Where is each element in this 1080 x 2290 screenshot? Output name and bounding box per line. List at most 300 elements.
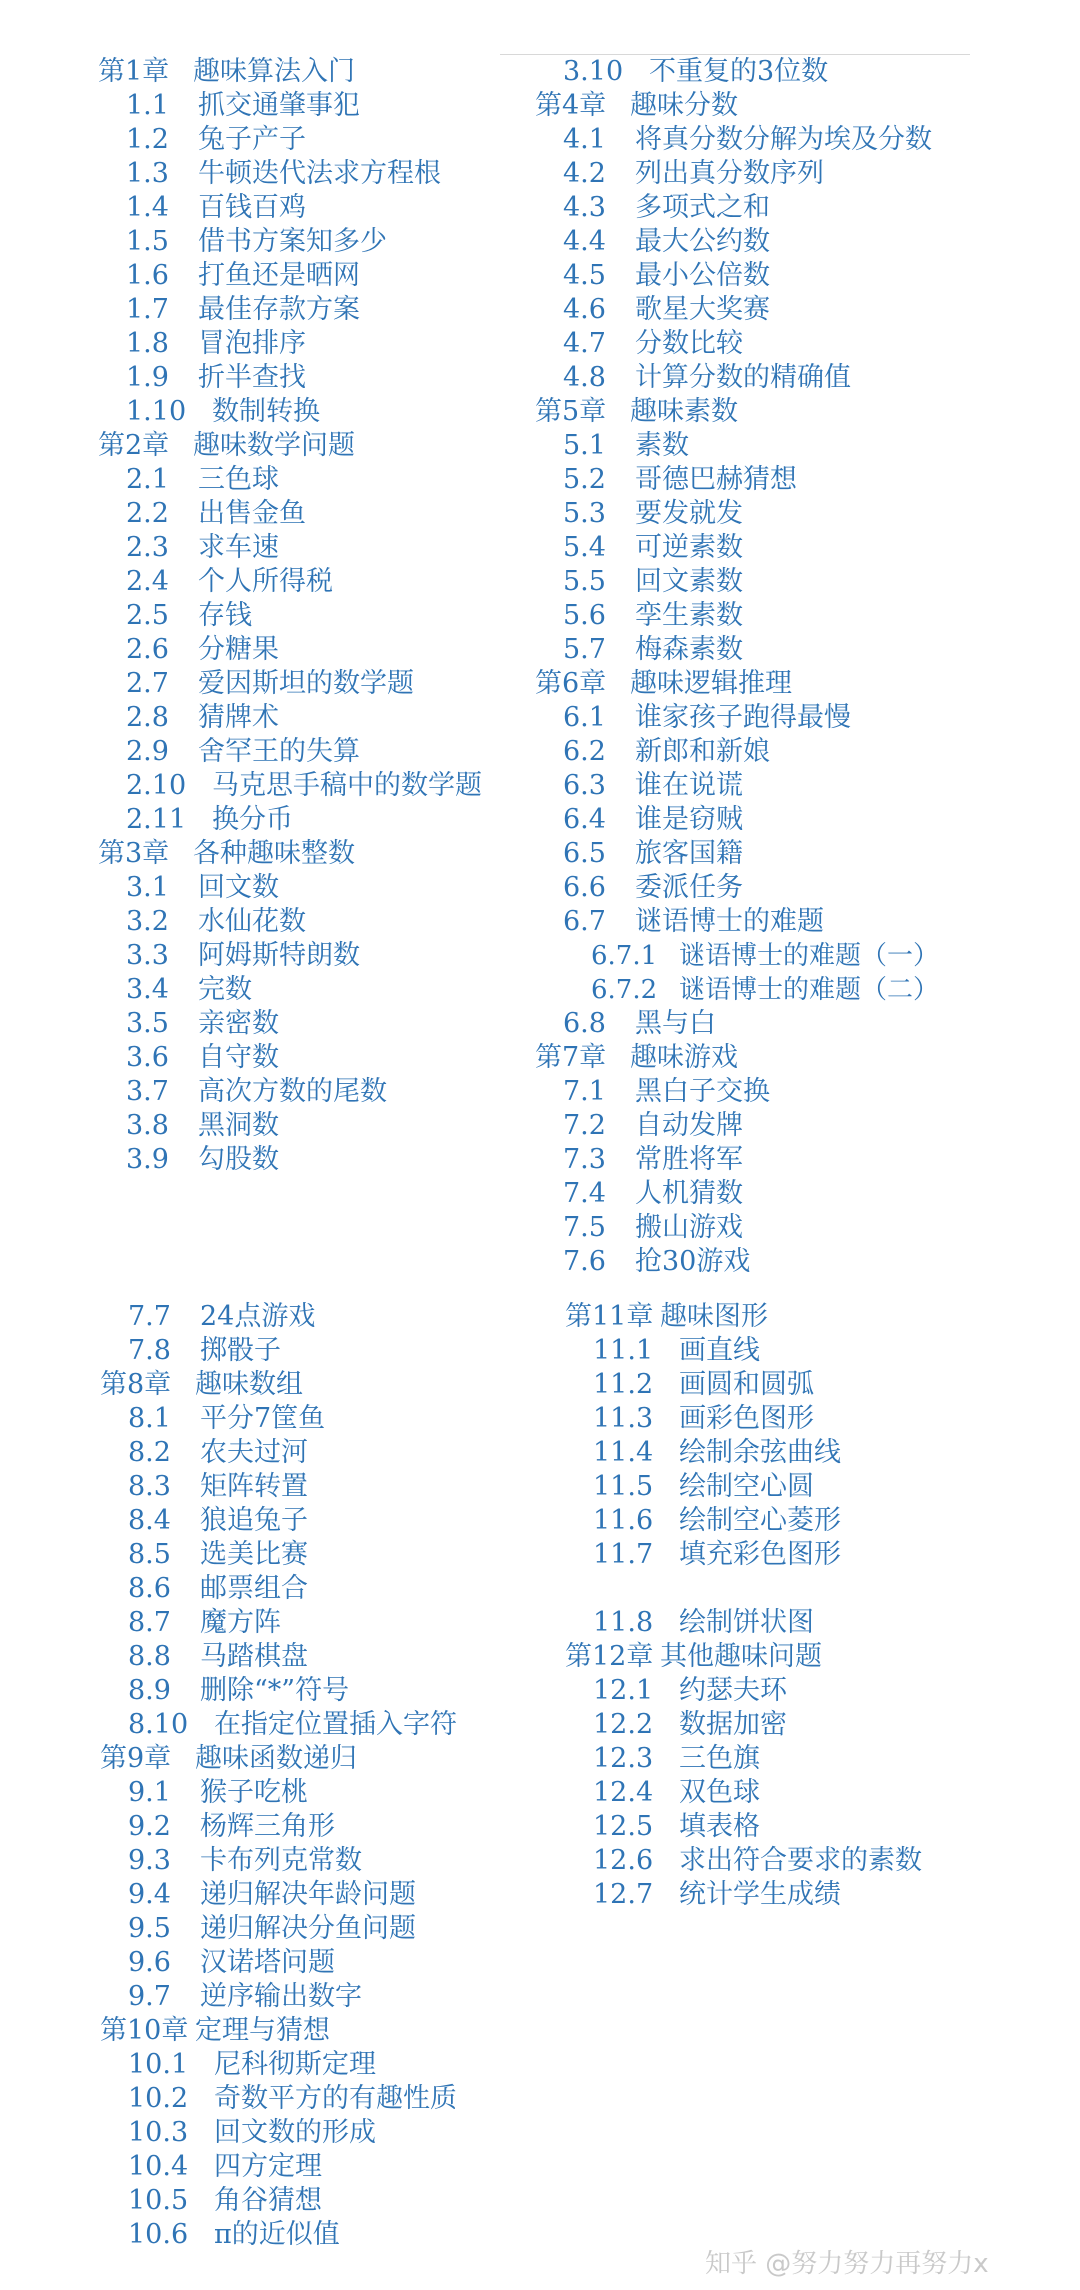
toc-number: 4.1 bbox=[563, 124, 606, 155]
toc-title: 趣味游戏 bbox=[630, 1042, 738, 1073]
toc-number: 8.5 bbox=[128, 1539, 171, 1570]
toc-title: 打鱼还是晒网 bbox=[198, 260, 360, 291]
toc-title: 列出真分数序列 bbox=[635, 158, 824, 189]
toc-title: 舍罕王的失算 bbox=[198, 736, 360, 767]
toc-entry bbox=[535, 191, 1065, 225]
toc-number: 5.7 bbox=[563, 634, 606, 665]
toc-number: 9.4 bbox=[128, 1879, 171, 1910]
toc-entry bbox=[100, 2116, 540, 2150]
toc-title: 矩阵转置 bbox=[200, 1471, 308, 1502]
toc-title: 魔方阵 bbox=[200, 1607, 281, 1638]
toc-number: 10.4 bbox=[128, 2151, 189, 2182]
toc-title: 谁是窃贼 bbox=[635, 804, 743, 835]
toc-title: 最大公约数 bbox=[635, 226, 770, 257]
toc-number: 第12章 bbox=[565, 1641, 654, 1672]
toc-number: 9.1 bbox=[128, 1777, 171, 1808]
toc-entry bbox=[535, 123, 1065, 157]
toc-entry bbox=[98, 531, 498, 565]
toc-title: 猜牌术 bbox=[198, 702, 279, 733]
toc-title: 掷骰子 bbox=[200, 1335, 281, 1366]
toc-title: 定理与猜想 bbox=[195, 2015, 330, 2046]
toc-entry bbox=[100, 1776, 540, 1810]
toc-entry bbox=[535, 1109, 1065, 1143]
toc-number: 4.3 bbox=[563, 192, 606, 223]
toc-number: 1.3 bbox=[126, 158, 169, 189]
toc-title: 卡布列克常数 bbox=[200, 1845, 362, 1876]
toc-number: 8.1 bbox=[128, 1403, 171, 1434]
toc-number: 7.4 bbox=[563, 1178, 606, 1209]
toc-title: 统计学生成绩 bbox=[679, 1879, 841, 1910]
toc-number: 12.3 bbox=[593, 1743, 654, 1774]
toc-title: 牛顿迭代法求方程根 bbox=[198, 158, 441, 189]
toc-number: 8.7 bbox=[128, 1607, 171, 1638]
toc-number: 第5章 bbox=[535, 396, 607, 427]
toc-entry bbox=[100, 1708, 540, 1742]
toc-number: 9.7 bbox=[128, 1981, 171, 2012]
toc-number: 6.4 bbox=[563, 804, 606, 835]
toc-entry bbox=[98, 701, 498, 735]
toc-title: 绘制余弦曲线 bbox=[679, 1437, 841, 1468]
toc-entry bbox=[98, 1075, 498, 1109]
toc-title: 填表格 bbox=[679, 1811, 760, 1842]
toc-title: 选美比赛 bbox=[200, 1539, 308, 1570]
toc-title: 画彩色图形 bbox=[679, 1403, 814, 1434]
toc-chapter-heading bbox=[98, 429, 498, 463]
toc-number: 6.3 bbox=[563, 770, 606, 801]
toc-number: 8.8 bbox=[128, 1641, 171, 1672]
toc-title: 双色球 bbox=[679, 1777, 760, 1808]
toc-title: 冒泡排序 bbox=[198, 328, 306, 359]
toc-number: 3.10 bbox=[563, 56, 624, 87]
toc-entry bbox=[98, 463, 498, 497]
toc-number: 11.8 bbox=[593, 1607, 654, 1638]
toc-number: 1.2 bbox=[126, 124, 169, 155]
toc-number: 3.5 bbox=[126, 1008, 169, 1039]
toc-entry bbox=[98, 327, 498, 361]
toc-title: 趣味数学问题 bbox=[193, 430, 355, 461]
toc-number: 5.5 bbox=[563, 566, 606, 597]
toc-entry bbox=[535, 497, 1065, 531]
toc-entry bbox=[100, 1402, 540, 1436]
toc-title: 最佳存款方案 bbox=[198, 294, 360, 325]
toc-entry bbox=[98, 361, 498, 395]
toc-title: 旅客国籍 bbox=[635, 838, 743, 869]
toc-title: 尼科彻斯定理 bbox=[214, 2049, 376, 2080]
toc-number: 6.7.1 bbox=[591, 941, 658, 971]
toc-chapter-heading bbox=[535, 89, 1065, 123]
toc-column-right-bottom bbox=[565, 1300, 1065, 1912]
toc-title: 委派任务 bbox=[635, 872, 743, 903]
toc-entry bbox=[98, 89, 498, 123]
toc-title: 猴子吃桃 bbox=[200, 1777, 308, 1808]
toc-title: 要发就发 bbox=[635, 498, 743, 529]
toc-entry bbox=[100, 1572, 540, 1606]
toc-number: 11.5 bbox=[593, 1471, 654, 1502]
toc-entry bbox=[98, 735, 498, 769]
toc-number: 5.6 bbox=[563, 600, 606, 631]
toc-number: 第3章 bbox=[98, 838, 170, 869]
toc-entry bbox=[100, 2218, 540, 2252]
toc-entry bbox=[98, 1109, 498, 1143]
toc-title: 分糖果 bbox=[198, 634, 279, 665]
toc-title: 马克思手稿中的数学题 bbox=[212, 770, 482, 801]
toc-entry bbox=[98, 803, 498, 837]
toc-title: 梅森素数 bbox=[635, 634, 743, 665]
toc-title: 谁在说谎 bbox=[635, 770, 743, 801]
toc-title: 自守数 bbox=[198, 1042, 279, 1073]
toc-title: 借书方案知多少 bbox=[198, 226, 387, 257]
toc-number: 2.5 bbox=[126, 600, 169, 631]
toc-number: 第9章 bbox=[100, 1743, 172, 1774]
toc-number: 4.5 bbox=[563, 260, 606, 291]
toc-entry bbox=[565, 1436, 1065, 1470]
toc-number: 第1章 bbox=[98, 56, 170, 87]
toc-title: 折半查找 bbox=[198, 362, 306, 393]
toc-entry bbox=[98, 905, 498, 939]
toc-entry bbox=[98, 157, 498, 191]
toc-number: 第4章 bbox=[535, 90, 607, 121]
toc-number: 2.2 bbox=[126, 498, 169, 529]
toc-title: 回文数 bbox=[198, 872, 279, 903]
toc-number: 8.6 bbox=[128, 1573, 171, 1604]
toc-number: 2.10 bbox=[126, 770, 187, 801]
toc-number: 6.7 bbox=[563, 906, 606, 937]
toc-number: 12.7 bbox=[593, 1879, 654, 1910]
toc-entry bbox=[98, 633, 498, 667]
toc-entry bbox=[100, 1504, 540, 1538]
toc-title: 水仙花数 bbox=[198, 906, 306, 937]
toc-entry bbox=[100, 1436, 540, 1470]
toc-number: 2.9 bbox=[126, 736, 169, 767]
toc-title: 孪生素数 bbox=[635, 600, 743, 631]
toc-title: 平分7筐鱼 bbox=[200, 1403, 326, 1434]
toc-title: 爱因斯坦的数学题 bbox=[198, 668, 414, 699]
toc-entry bbox=[535, 871, 1065, 905]
toc-entry bbox=[535, 735, 1065, 769]
toc-entry bbox=[100, 1606, 540, 1640]
toc-entry bbox=[535, 1245, 1065, 1279]
toc-number: 11.4 bbox=[593, 1437, 654, 1468]
toc-title: 常胜将军 bbox=[635, 1144, 743, 1175]
toc-title: 逆序输出数字 bbox=[200, 1981, 362, 2012]
toc-number: 7.6 bbox=[563, 1246, 606, 1277]
toc-title: 绘制饼状图 bbox=[679, 1607, 814, 1638]
toc-entry bbox=[535, 599, 1065, 633]
toc-entry bbox=[98, 191, 498, 225]
toc-number: 6.2 bbox=[563, 736, 606, 767]
toc-entry bbox=[100, 1878, 540, 1912]
toc-title: 人机猜数 bbox=[635, 1178, 743, 1209]
toc-title: 三色旗 bbox=[679, 1743, 760, 1774]
toc-entry bbox=[535, 565, 1065, 599]
toc-chapter-heading bbox=[100, 1742, 540, 1776]
toc-title: 马踏棋盘 bbox=[200, 1641, 308, 1672]
toc-title: 趣味逻辑推理 bbox=[630, 668, 792, 699]
toc-title: 在指定位置插入字符 bbox=[214, 1709, 457, 1740]
toc-number: 1.10 bbox=[126, 396, 187, 427]
toc-number: 2.7 bbox=[126, 668, 169, 699]
toc-title: 回文数的形成 bbox=[214, 2117, 376, 2148]
toc-title: 递归解决分鱼问题 bbox=[200, 1913, 416, 1944]
toc-title: 谜语博士的难题（一） bbox=[679, 941, 940, 971]
toc-number: 12.1 bbox=[593, 1675, 654, 1706]
toc-column-right-top bbox=[535, 55, 1065, 1279]
toc-entry bbox=[98, 395, 498, 429]
toc-title: 个人所得税 bbox=[198, 566, 333, 597]
toc-number: 3.9 bbox=[126, 1144, 169, 1175]
toc-entry bbox=[100, 1334, 540, 1368]
toc-entry bbox=[535, 463, 1065, 497]
toc-number: 9.2 bbox=[128, 1811, 171, 1842]
toc-entry bbox=[98, 1007, 498, 1041]
toc-number: 7.5 bbox=[563, 1212, 606, 1243]
toc-title: 三色球 bbox=[198, 464, 279, 495]
toc-entry bbox=[535, 1007, 1065, 1041]
toc-entry bbox=[535, 701, 1065, 735]
toc-number: 第2章 bbox=[98, 430, 170, 461]
toc-title: 谜语博士的难题（二） bbox=[679, 975, 940, 1005]
toc-number: 7.2 bbox=[563, 1110, 606, 1141]
toc-number: 4.2 bbox=[563, 158, 606, 189]
toc-entry bbox=[100, 1640, 540, 1674]
toc-entry bbox=[100, 2184, 540, 2218]
toc-title: 高次方数的尾数 bbox=[198, 1076, 387, 1107]
toc-title: 求出符合要求的素数 bbox=[679, 1845, 922, 1876]
toc-number: 9.6 bbox=[128, 1947, 171, 1978]
toc-number: 1.1 bbox=[126, 90, 169, 121]
toc-entry bbox=[100, 1912, 540, 1946]
toc-entry bbox=[565, 1742, 1065, 1776]
toc-entry bbox=[535, 1143, 1065, 1177]
toc-number: 10.1 bbox=[128, 2049, 189, 2080]
toc-title: π的近似值 bbox=[214, 2219, 340, 2250]
toc-entry bbox=[100, 1300, 540, 1334]
toc-entry bbox=[100, 1470, 540, 1504]
toc-number: 3.8 bbox=[126, 1110, 169, 1141]
toc-title: 存钱 bbox=[198, 600, 252, 631]
toc-number: 12.4 bbox=[593, 1777, 654, 1808]
toc-title: 汉诺塔问题 bbox=[200, 1947, 335, 1978]
toc-title: 百钱百鸡 bbox=[198, 192, 306, 223]
toc-entry bbox=[535, 429, 1065, 463]
toc-entry bbox=[565, 1606, 1065, 1640]
toc-number: 9.3 bbox=[128, 1845, 171, 1876]
toc-title: 趣味函数递归 bbox=[195, 1743, 357, 1774]
toc-entry bbox=[565, 1538, 1065, 1572]
toc-number: 2.1 bbox=[126, 464, 169, 495]
toc-title: 各种趣味整数 bbox=[193, 838, 355, 869]
toc-number: 11.7 bbox=[593, 1539, 654, 1570]
toc-entry bbox=[535, 973, 1065, 1007]
toc-number: 第7章 bbox=[535, 1042, 607, 1073]
toc-title: 狼追兔子 bbox=[200, 1505, 308, 1536]
toc-title: 回文素数 bbox=[635, 566, 743, 597]
toc-chapter-heading bbox=[535, 395, 1065, 429]
toc-title: 农夫过河 bbox=[200, 1437, 308, 1468]
toc-entry bbox=[535, 327, 1065, 361]
toc-number: 4.6 bbox=[563, 294, 606, 325]
toc-number: 2.3 bbox=[126, 532, 169, 563]
toc-entry bbox=[98, 973, 498, 1007]
toc-entry bbox=[98, 123, 498, 157]
toc-entry bbox=[100, 1538, 540, 1572]
toc-title: 歌星大奖赛 bbox=[635, 294, 770, 325]
toc-title: 不重复的3位数 bbox=[649, 56, 829, 87]
toc-entry bbox=[565, 1504, 1065, 1538]
toc-title: 角谷猜想 bbox=[214, 2185, 322, 2216]
toc-number: 10.3 bbox=[128, 2117, 189, 2148]
toc-number: 1.7 bbox=[126, 294, 169, 325]
toc-number: 12.2 bbox=[593, 1709, 654, 1740]
toc-title: 其他趣味问题 bbox=[660, 1641, 822, 1672]
toc-chapter-heading bbox=[98, 55, 498, 89]
toc-title: 哥德巴赫猜想 bbox=[635, 464, 797, 495]
toc-number: 7.8 bbox=[128, 1335, 171, 1366]
toc-title: 趣味图形 bbox=[660, 1301, 768, 1332]
toc-number: 8.2 bbox=[128, 1437, 171, 1468]
toc-number: 6.7.2 bbox=[591, 975, 658, 1005]
toc-entry bbox=[565, 1776, 1065, 1810]
toc-entry bbox=[535, 939, 1065, 973]
toc-entry bbox=[535, 1211, 1065, 1245]
toc-title: 素数 bbox=[635, 430, 689, 461]
toc-title: 黑洞数 bbox=[198, 1110, 279, 1141]
toc-number: 1.5 bbox=[126, 226, 169, 257]
toc-spacer bbox=[565, 1572, 1065, 1606]
toc-entry bbox=[565, 1810, 1065, 1844]
toc-number: 第10章 bbox=[100, 2015, 189, 2046]
toc-title: 删除“*”符号 bbox=[200, 1675, 350, 1706]
toc-title: 计算分数的精确值 bbox=[635, 362, 851, 393]
toc-title: 勾股数 bbox=[198, 1144, 279, 1175]
toc-entry bbox=[98, 871, 498, 905]
toc-title: 新郎和新娘 bbox=[635, 736, 770, 767]
toc-number: 10.6 bbox=[128, 2219, 189, 2250]
toc-number: 12.5 bbox=[593, 1811, 654, 1842]
toc-number: 6.5 bbox=[563, 838, 606, 869]
toc-title: 绘制空心圆 bbox=[679, 1471, 814, 1502]
toc-title: 邮票组合 bbox=[200, 1573, 308, 1604]
toc-number: 第11章 bbox=[565, 1301, 654, 1332]
toc-entry bbox=[565, 1402, 1065, 1436]
toc-number: 10.5 bbox=[128, 2185, 189, 2216]
toc-chapter-heading bbox=[535, 1041, 1065, 1075]
toc-number: 5.2 bbox=[563, 464, 606, 495]
toc-entry bbox=[98, 599, 498, 633]
toc-entry bbox=[98, 259, 498, 293]
toc-title: 数据加密 bbox=[679, 1709, 787, 1740]
watermark-text: 知乎 @努力努力再努力x bbox=[705, 2249, 989, 2279]
toc-title: 搬山游戏 bbox=[635, 1212, 743, 1243]
toc-title: 奇数平方的有趣性质 bbox=[214, 2083, 457, 2114]
toc-entry bbox=[100, 2082, 540, 2116]
toc-title: 亲密数 bbox=[198, 1008, 279, 1039]
toc-number: 11.3 bbox=[593, 1403, 654, 1434]
toc-entry bbox=[535, 1177, 1065, 1211]
toc-number: 6.8 bbox=[563, 1008, 606, 1039]
toc-title: 杨辉三角形 bbox=[200, 1811, 335, 1842]
toc-number: 1.9 bbox=[126, 362, 169, 393]
toc-entry bbox=[100, 2048, 540, 2082]
toc-title: 换分币 bbox=[212, 804, 293, 835]
toc-number: 2.8 bbox=[126, 702, 169, 733]
toc-entry bbox=[565, 1334, 1065, 1368]
toc-title: 递归解决年龄问题 bbox=[200, 1879, 416, 1910]
toc-number: 6.1 bbox=[563, 702, 606, 733]
toc-chapter-heading bbox=[100, 1368, 540, 1402]
toc-number: 3.2 bbox=[126, 906, 169, 937]
toc-entry bbox=[98, 1041, 498, 1075]
toc-entry bbox=[565, 1674, 1065, 1708]
toc-number: 2.6 bbox=[126, 634, 169, 665]
toc-title: 画圆和圆弧 bbox=[679, 1369, 814, 1400]
toc-entry bbox=[98, 1143, 498, 1177]
toc-title: 谜语博士的难题 bbox=[635, 906, 824, 937]
toc-number: 3.4 bbox=[126, 974, 169, 1005]
toc-entry bbox=[98, 497, 498, 531]
toc-title: 自动发牌 bbox=[635, 1110, 743, 1141]
toc-title: 最小公倍数 bbox=[635, 260, 770, 291]
toc-title: 黑与白 bbox=[635, 1008, 716, 1039]
toc-entry bbox=[535, 531, 1065, 565]
toc-number: 3.6 bbox=[126, 1042, 169, 1073]
toc-title: 将真分数分解为埃及分数 bbox=[635, 124, 932, 155]
toc-entry bbox=[535, 633, 1065, 667]
toc-entry bbox=[535, 769, 1065, 803]
toc-entry bbox=[535, 361, 1065, 395]
toc-title: 出售金鱼 bbox=[198, 498, 306, 529]
toc-entry bbox=[98, 667, 498, 701]
toc-entry bbox=[565, 1368, 1065, 1402]
toc-entry bbox=[535, 55, 1065, 89]
toc-number: 4.4 bbox=[563, 226, 606, 257]
toc-entry bbox=[535, 905, 1065, 939]
toc-entry bbox=[98, 293, 498, 327]
toc-number: 1.4 bbox=[126, 192, 169, 223]
toc-number: 3.3 bbox=[126, 940, 169, 971]
toc-chapter-heading bbox=[535, 667, 1065, 701]
toc-entry bbox=[98, 939, 498, 973]
toc-title: 填充彩色图形 bbox=[679, 1539, 841, 1570]
toc-number: 5.4 bbox=[563, 532, 606, 563]
toc-number: 10.2 bbox=[128, 2083, 189, 2114]
toc-title: 求车速 bbox=[198, 532, 279, 563]
toc-chapter-heading bbox=[565, 1640, 1065, 1674]
toc-chapter-heading bbox=[98, 837, 498, 871]
toc-number: 2.11 bbox=[126, 804, 187, 835]
toc-title: 趣味数组 bbox=[195, 1369, 303, 1400]
toc-title: 黑白子交换 bbox=[635, 1076, 770, 1107]
toc-number: 7.1 bbox=[563, 1076, 606, 1107]
toc-title: 抓交通肇事犯 bbox=[198, 90, 360, 121]
toc-number: 第8章 bbox=[100, 1369, 172, 1400]
toc-title: 分数比较 bbox=[635, 328, 743, 359]
toc-number: 7.7 bbox=[128, 1301, 171, 1332]
toc-number: 5.3 bbox=[563, 498, 606, 529]
toc-entry bbox=[100, 1946, 540, 1980]
toc-title: 可逆素数 bbox=[635, 532, 743, 563]
toc-entry bbox=[100, 1980, 540, 2014]
toc-title: 趣味素数 bbox=[630, 396, 738, 427]
toc-entry bbox=[565, 1470, 1065, 1504]
toc-entry bbox=[100, 2150, 540, 2184]
toc-number: 11.2 bbox=[593, 1369, 654, 1400]
toc-number: 2.4 bbox=[126, 566, 169, 597]
toc-entry bbox=[565, 1878, 1065, 1912]
toc-title: 趣味算法入门 bbox=[193, 56, 355, 87]
toc-number: 9.5 bbox=[128, 1913, 171, 1944]
toc-number: 8.9 bbox=[128, 1675, 171, 1706]
